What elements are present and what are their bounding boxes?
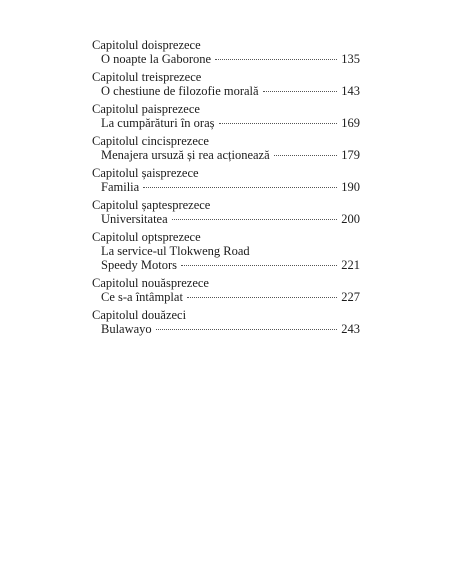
toc-entry-ch19[interactable] [92,276,360,304]
chapter-title: Bulawayo [101,322,152,336]
toc-entry-ch12[interactable] [92,38,360,66]
page-number: 227 [341,290,360,304]
entry-row [92,84,360,98]
page-number: 200 [341,212,360,226]
chapter-title: Menajera ursuză și rea acționează [101,148,270,162]
chapter-title: O chestiune de filozofie morală [101,84,259,98]
dot-leader [215,59,337,60]
dot-leader [274,155,338,156]
dot-leader [143,187,337,188]
chapter-heading: Capitolul șaptesprezece [92,198,211,212]
entry-row [92,212,360,226]
entry-row [92,52,360,66]
entry-row [92,290,360,304]
dot-leader [187,297,337,298]
entry-row [92,116,360,130]
chapter-heading: Capitolul cincisprezece [92,134,209,148]
chapter-heading: Capitolul paisprezece [92,102,200,116]
entry-row [92,180,360,194]
chapter-title: Ce s-a întâmplat [101,290,183,304]
table-of-contents [92,38,360,340]
toc-entry-ch16[interactable] [92,166,360,194]
chapter-title: Speedy Motors [101,258,178,272]
page-number: 179 [341,148,360,162]
toc-entry-ch20[interactable] [92,308,360,336]
toc-entry-ch13[interactable] [92,70,360,98]
chapter-heading: Capitolul treisprezece [92,70,202,84]
chapter-title: Universitatea [101,212,168,226]
entry-row [92,148,360,162]
chapter-heading: Capitolul douăzeci [92,308,187,322]
chapter-heading: Capitolul șaisprezece [92,166,199,180]
entry-row [92,322,360,336]
chapter-heading: Capitolul doisprezece [92,38,201,52]
page-number: 135 [341,52,360,66]
toc-entry-ch15[interactable] [92,134,360,162]
page-number: 190 [341,180,360,194]
chapter-title: O noapte la Gaborone [101,52,212,66]
page-number: 221 [341,258,360,272]
chapter-heading: Capitolul nouăsprezece [92,276,209,290]
page-number: 143 [341,84,360,98]
dot-leader [172,219,338,220]
toc-entry-ch18[interactable] [92,230,360,272]
chapter-title: Familia [101,180,140,194]
chapter-title: La cumpărături în oraș [101,116,215,130]
chapter-heading: Capitolul optsprezece [92,230,201,244]
page-number: 169 [341,116,360,130]
toc-entry-ch14[interactable] [92,102,360,130]
chapter-title-line: La service-ul Tlokweng Road [101,244,250,258]
dot-leader [156,329,338,330]
toc-entry-ch17[interactable] [92,198,360,226]
page-number: 243 [341,322,360,336]
dot-leader [181,265,337,266]
entry-row [92,258,360,272]
dot-leader [263,91,338,92]
dot-leader [219,123,338,124]
